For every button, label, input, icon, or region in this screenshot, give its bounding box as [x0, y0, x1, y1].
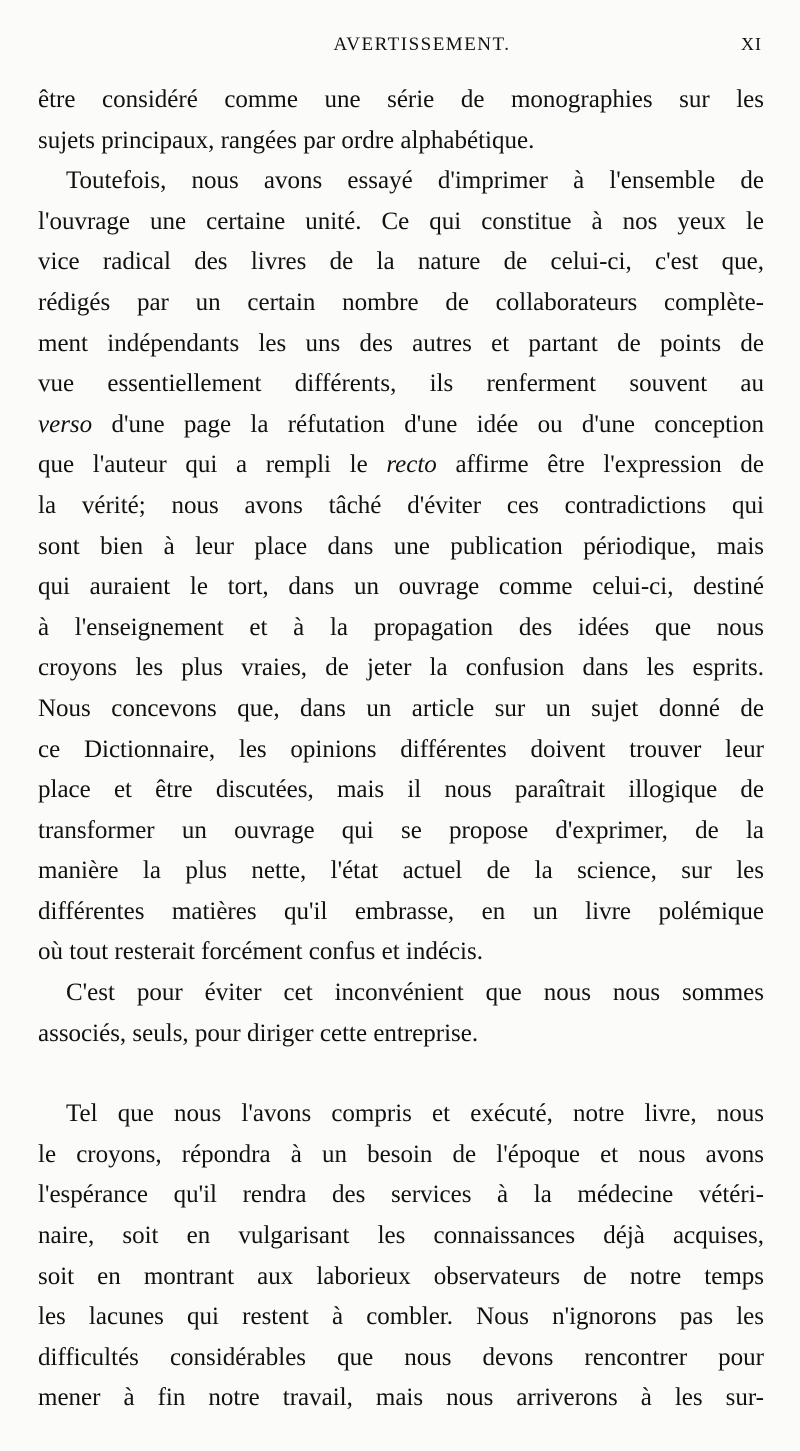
running-header [38, 34, 762, 58]
text-line: naire, soit en vulgarisant les connaissances déjà acquises, [38, 1222, 764, 1250]
text-line: rédigés par un certain nombre de collaborateurs complète- [38, 288, 764, 316]
text-line: sujets principaux, rangées par ordre alphabétique. [38, 126, 535, 154]
text-line: les lacunes qui restent à combler. Nous n'ignorons pas les [38, 1303, 764, 1331]
page-number: XI [741, 34, 762, 54]
paragraph-1 [38, 80, 764, 161]
paragraph-3 [38, 973, 764, 1054]
paragraph-2 [38, 161, 764, 973]
text-line: transformer un ouvrage qui se propose d'exprimer, de la [38, 816, 764, 844]
text-line: l'espérance qu'il rendra des services à la médecine vétéri- [38, 1181, 764, 1209]
text-line: vice radical des livres de la nature de celui-ci, c'est que, [38, 248, 764, 276]
text-line: la vérité; nous avons tâché d'éviter ces contradictions qui [38, 491, 764, 519]
text-line: à l'enseignement et à la propagation des idées que nous [38, 613, 764, 641]
body-text [38, 80, 764, 1419]
text-line: place et être discutées, mais il nous paraîtrait illogique de [38, 776, 764, 804]
line-text: affirme être l'expression de [436, 451, 764, 479]
text-line: ment indépendants les uns des autres et partant de points de [38, 329, 764, 357]
text-line: difficultés considérables que nous devons rencontrer pour [38, 1343, 764, 1371]
text-line: le croyons, répondra à un besoin de l'époque et nous avons [38, 1140, 764, 1168]
text-line: vue essentiellement différents, ils renferment souvent au [38, 370, 764, 398]
text-line: associés, seuls, pour diriger cette entreprise. [38, 1019, 479, 1047]
italic-term: verso [38, 410, 93, 438]
text-line: Nous concevons que, dans un article sur un sujet donné de [38, 694, 764, 722]
text-line: l'ouvrage une certaine unité. Ce qui constitue à nos yeux le [38, 207, 764, 235]
text-line: mener à fin notre travail, mais nous arriverons à les sur- [38, 1384, 764, 1412]
text-line: soit en montrant aux laborieux observateurs de notre temps [38, 1262, 764, 1290]
text-line: Toutefois, nous avons essayé d'imprimer à l'ensemble de [66, 167, 764, 195]
text-line [38, 445, 764, 486]
paragraph-4 [38, 1094, 764, 1419]
text-line: différentes matières qu'il embrasse, en un livre polémique [38, 897, 764, 925]
line-text: que l'auteur qui a rempli le [38, 451, 387, 479]
running-title: AVERTISSEMENT. [333, 34, 511, 55]
text-line: ce Dictionnaire, les opinions différentes doivent trouver leur [38, 735, 764, 763]
text-line: croyons les plus vraies, de jeter la confusion dans les esprits. [38, 654, 764, 682]
line-text: d'une page la réfutation d'une idée ou d'une conception [92, 410, 764, 438]
text-line [38, 405, 764, 446]
text-line: sont bien à leur place dans une publication périodique, mais [38, 532, 764, 560]
italic-term: recto [386, 451, 437, 479]
text-line: manière la plus nette, l'état actuel de la science, sur les [38, 857, 764, 885]
text-line: où tout resterait forcément confus et indécis. [38, 938, 483, 966]
text-line: être considéré comme une série de monographies sur les [38, 86, 764, 113]
text-line: C'est pour éviter cet inconvénient que nous nous sommes [66, 979, 764, 1007]
text-line: qui auraient le tort, dans un ouvrage comme celui-ci, destiné [38, 573, 764, 601]
text-line: Tel que nous l'avons compris et exécuté, notre livre, nous [66, 1100, 764, 1128]
